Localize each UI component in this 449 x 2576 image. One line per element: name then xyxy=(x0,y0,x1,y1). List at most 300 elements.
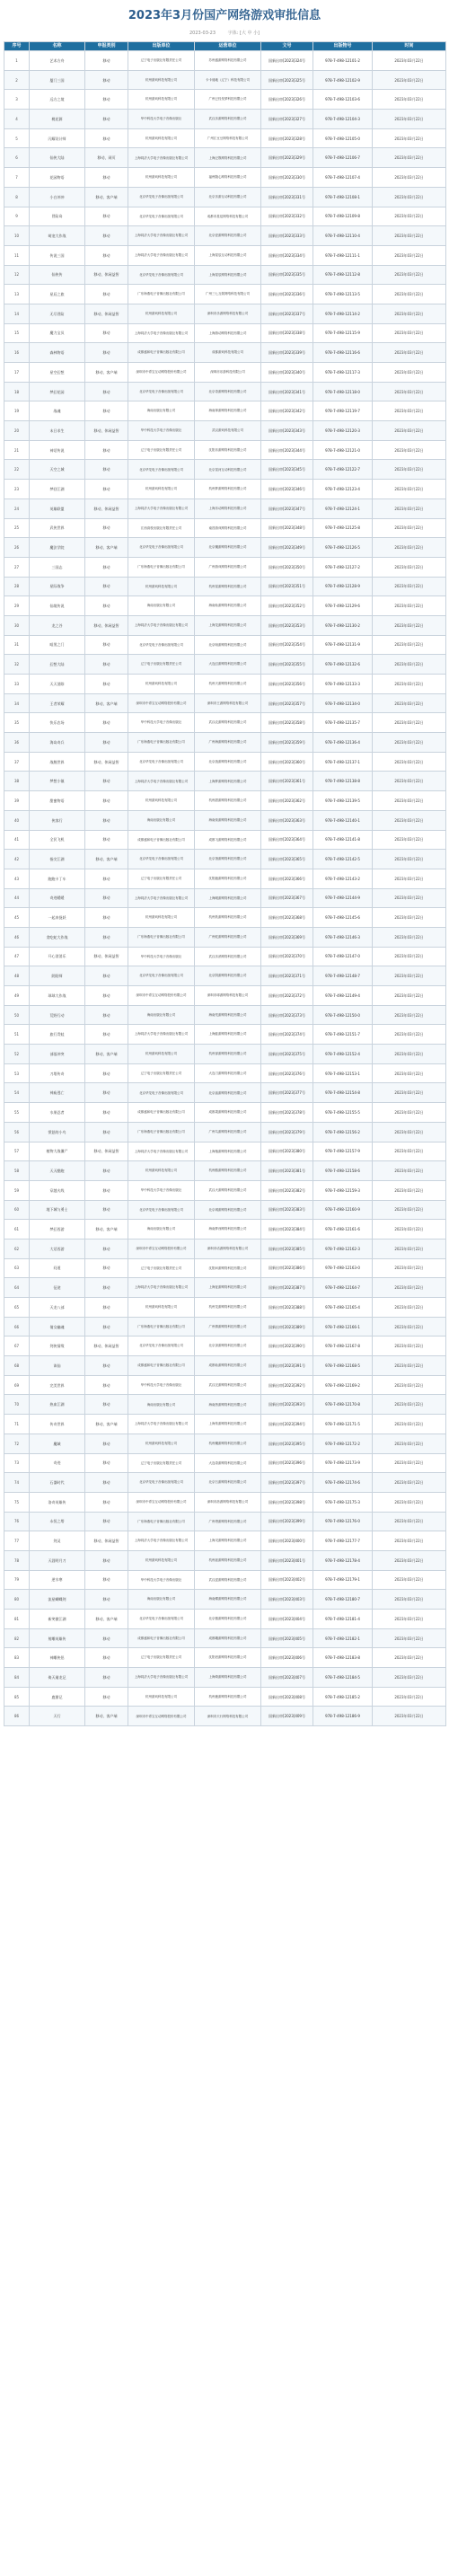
col-isbn-cell: 978-7-498-12116-6 xyxy=(313,343,373,363)
col-category-cell: 移动、休闲益智 xyxy=(85,752,128,772)
col-date-cell: 2023年03月22日 xyxy=(373,1239,446,1258)
col-isbn-cell: 978-7-498-12168-5 xyxy=(313,1356,373,1376)
col-category-cell: 移动 xyxy=(85,1298,128,1318)
col-publisher-cell: 华中科技大学电子音像出版社 xyxy=(128,421,195,441)
table-row xyxy=(4,148,446,168)
col-date-cell: 2023年03月22日 xyxy=(373,1317,446,1337)
col-name-cell: 刀塔传奇 xyxy=(30,1063,85,1083)
col-publisher-cell: 杭州游戏科技有限公司 xyxy=(128,70,195,90)
col-operator-cell: 沈阳乐游网络科技有限公司 xyxy=(195,440,261,460)
col-category-cell: 移动 xyxy=(85,1453,128,1473)
col-name-cell: 植物大战僵尸 xyxy=(30,1142,85,1161)
col-operator-cell: 北京庙游网络科技有限公司 xyxy=(195,1083,261,1103)
table-row xyxy=(4,363,446,383)
col-index-cell: 24 xyxy=(4,498,30,518)
col-name-cell: 甜蜜物语 xyxy=(30,791,85,811)
col-approval-no-cell: 国新出审[2023]406号 xyxy=(261,1648,313,1668)
col-index-cell: 51 xyxy=(4,1025,30,1045)
table-row xyxy=(4,1063,446,1083)
col-name-cell: 仙侠传 xyxy=(30,265,85,285)
col-name-cell: 武侠世界 xyxy=(30,518,85,538)
col-approval-no-cell: 国新出审[2023]371号 xyxy=(261,966,313,986)
col-operator-cell: 上海暖游网络科技有限公司 xyxy=(195,888,261,908)
col-operator-cell: 上海灵游网络科技有限公司 xyxy=(195,1531,261,1551)
col-approval-no-cell: 国新出审[2023]399号 xyxy=(261,1512,313,1531)
col-publisher-cell: 辽宁电子出版社有限责任公司 xyxy=(128,1063,195,1083)
col-operator-cell: 北京城游网络科技有限公司 xyxy=(195,1200,261,1220)
col-approval-no-cell: 国新出审[2023]388号 xyxy=(261,1298,313,1318)
col-approval-no-cell: 国新出审[2023]341号 xyxy=(261,382,313,401)
col-category-cell: 移动 xyxy=(85,1122,128,1142)
table-row xyxy=(4,1298,446,1318)
col-isbn-cell: 978-7-498-12150-0 xyxy=(313,1005,373,1025)
col-isbn-cell: 978-7-498-12128-9 xyxy=(313,577,373,596)
col-name-cell: 永恒之塔 xyxy=(30,1512,85,1531)
col-name-cell: 侠客行 xyxy=(30,810,85,830)
col-index-cell: 2 xyxy=(4,70,30,90)
col-index-cell: 57 xyxy=(4,1142,30,1161)
col-category-cell: 移动 xyxy=(85,1395,128,1415)
col-operator-cell: 沈阳跑游网络科技有限公司 xyxy=(195,869,261,888)
col-isbn-cell: 978-7-498-12178-4 xyxy=(313,1550,373,1570)
col-name-cell: 奇迹 xyxy=(30,1453,85,1473)
col-isbn-cell: 978-7-498-12170-8 xyxy=(313,1395,373,1415)
col-date-cell: 2023年03月22日 xyxy=(373,675,446,694)
col-isbn-cell: 978-7-498-12162-3 xyxy=(313,1239,373,1258)
table-row xyxy=(4,1200,446,1220)
col-name-cell: 穿越火线 xyxy=(30,1180,85,1200)
table-row xyxy=(4,1453,446,1473)
table-row xyxy=(4,1083,446,1103)
col-operator-cell: 广州游戏网络科技有限公司 xyxy=(195,557,261,577)
col-operator-cell: 武汉逆游网络科技有限公司 xyxy=(195,1570,261,1590)
col-isbn-cell: 978-7-498-12114-2 xyxy=(313,304,373,323)
col-isbn-cell: 978-7-498-12112-8 xyxy=(313,265,373,285)
col-category-cell: 移动、客户端 xyxy=(85,1610,128,1629)
col-approval-no-cell: 国新出审[2023]340号 xyxy=(261,363,313,383)
col-category-cell: 移动 xyxy=(85,1473,128,1493)
col-date-cell: 2023年03月22日 xyxy=(373,90,446,110)
col-name-cell: 石器时代 xyxy=(30,1473,85,1493)
col-publisher-cell: 杭州游戏科技有限公司 xyxy=(128,1161,195,1181)
col-approval-no-cell: 国新出审[2023]405号 xyxy=(261,1628,313,1648)
col-date-cell: 2023年03月22日 xyxy=(373,128,446,148)
col-date-cell: 2023年03月22日 xyxy=(373,986,446,1006)
col-isbn-cell: 978-7-498-12169-2 xyxy=(313,1375,373,1395)
col-index-cell: 25 xyxy=(4,518,30,538)
col-index-cell: 81 xyxy=(4,1610,30,1629)
col-publisher-cell: 上海同济大学电子音像出版社有限公司 xyxy=(128,1531,195,1551)
table-row xyxy=(4,1005,446,1025)
col-category-cell: 移动 xyxy=(85,323,128,343)
table-row xyxy=(4,187,446,207)
col-name-cell: 幻想大陆 xyxy=(30,655,85,675)
col-publisher-cell: 华中科技大学电子音像出版社 xyxy=(128,110,195,129)
col-approval-no-cell: 国新出审[2023]370号 xyxy=(261,947,313,966)
col-index-cell: 3 xyxy=(4,90,30,110)
col-category-cell: 移动 xyxy=(85,460,128,480)
col-date-cell: 2023年03月22日 xyxy=(373,869,446,888)
table-row xyxy=(4,1531,446,1551)
col-index-cell: 85 xyxy=(4,1687,30,1707)
col-index-cell: 28 xyxy=(4,577,30,596)
col-isbn-cell: 978-7-498-12183-8 xyxy=(313,1648,373,1668)
col-name-cell: 冒险岛 xyxy=(30,207,85,226)
col-publisher-cell: 成都盛和电子音像出版社有限公司 xyxy=(128,1628,195,1648)
col-publisher-cell: 辽宁电子出版社有限责任公司 xyxy=(128,655,195,675)
col-publisher-cell: 辽宁电子出版社有限责任公司 xyxy=(128,1453,195,1473)
col-operator-cell: 武汉乐消网络科技有限公司 xyxy=(195,947,261,966)
col-name-cell: 传说三国 xyxy=(30,245,85,265)
col-index-header: 序号 xyxy=(4,42,30,51)
col-category-cell: 移动 xyxy=(85,1258,128,1278)
col-date-cell: 2023年03月22日 xyxy=(373,1434,446,1453)
table-row xyxy=(4,1103,446,1123)
col-approval-no-cell: 国新出审[2023]373号 xyxy=(261,1005,313,1025)
col-index-cell: 17 xyxy=(4,363,30,383)
col-category-cell: 移动、客户端 xyxy=(85,1045,128,1064)
col-isbn-cell: 978-7-498-12108-1 xyxy=(313,187,373,207)
col-isbn-cell: 978-7-498-12185-2 xyxy=(313,1687,373,1707)
col-name-cell: 末日求生 xyxy=(30,421,85,441)
table-row xyxy=(4,1278,446,1298)
col-name-cell: 天龙八部 xyxy=(30,1298,85,1318)
col-date-cell: 2023年03月22日 xyxy=(373,382,446,401)
col-isbn-cell: 978-7-498-12129-6 xyxy=(313,596,373,616)
table-row xyxy=(4,1512,446,1531)
col-isbn-cell: 978-7-498-12136-4 xyxy=(313,733,373,753)
col-isbn-cell: 978-7-498-12110-4 xyxy=(313,226,373,246)
col-approval-no-cell: 国新出审[2023]353号 xyxy=(261,615,313,635)
col-isbn-cell: 978-7-498-12134-0 xyxy=(313,693,373,713)
col-approval-no-cell: 国新出审[2023]337号 xyxy=(261,304,313,323)
col-category-cell: 移动 xyxy=(85,635,128,655)
col-isbn-cell: 978-7-498-12115-9 xyxy=(313,323,373,343)
col-category-cell: 移动、休闲益智 xyxy=(85,1531,128,1551)
col-index-cell: 64 xyxy=(4,1278,30,1298)
col-date-cell: 2023年03月22日 xyxy=(373,557,446,577)
col-approval-no-cell: 国新出审[2023]402号 xyxy=(261,1570,313,1590)
col-index-cell: 82 xyxy=(4,1628,30,1648)
col-name-cell: 大话西游 xyxy=(30,1239,85,1258)
table-row xyxy=(4,128,446,148)
col-index-cell: 63 xyxy=(4,1258,30,1278)
table-row xyxy=(4,1668,446,1688)
col-approval-no-cell: 国新出审[2023]369号 xyxy=(261,927,313,947)
col-date-cell: 2023年03月22日 xyxy=(373,1063,446,1083)
col-index-cell: 21 xyxy=(4,440,30,460)
col-isbn-cell: 978-7-498-12175-3 xyxy=(313,1492,373,1512)
col-operator-cell: 成都果游网络科技有限公司 xyxy=(195,1103,261,1123)
col-approval-no-cell: 国新出审[2023]344号 xyxy=(261,440,313,460)
col-approval-no-cell: 国新出审[2023]390号 xyxy=(261,1337,313,1356)
col-index-cell: 83 xyxy=(4,1648,30,1668)
col-approval-no-cell: 国新出审[2023]357号 xyxy=(261,693,313,713)
col-operator-cell: 深圳市天行网络科技有限公司 xyxy=(195,1707,261,1726)
col-index-cell: 31 xyxy=(4,635,30,655)
col-category-cell: 移动、客户端 xyxy=(85,1707,128,1726)
col-isbn-cell: 978-7-498-12117-3 xyxy=(313,363,373,383)
col-publisher-cell: 深圳市中青宝互动网络股份有限公司 xyxy=(128,363,195,383)
col-name-cell: 荒野行动 xyxy=(30,1005,85,1025)
col-index-cell: 45 xyxy=(4,908,30,928)
col-isbn-cell: 978-7-498-12121-0 xyxy=(313,440,373,460)
col-category-cell: 移动 xyxy=(85,207,128,226)
col-isbn-cell: 978-7-498-12164-7 xyxy=(313,1278,373,1298)
col-isbn-cell: 978-7-498-12123-4 xyxy=(313,480,373,499)
col-operator-cell: 杭州星游网络科技有限公司 xyxy=(195,577,261,596)
col-date-cell: 2023年03月22日 xyxy=(373,752,446,772)
col-date-cell: 2023年03月22日 xyxy=(373,343,446,363)
col-isbn-cell: 978-7-498-12145-6 xyxy=(313,908,373,928)
col-category-cell: 移动 xyxy=(85,927,128,947)
col-approval-no-cell: 国新出审[2023]338号 xyxy=(261,323,313,343)
col-operator-cell: 成都飞游网络科技有限公司 xyxy=(195,830,261,850)
table-row xyxy=(4,1045,446,1064)
col-operator-cell: 上海星辰网络科技有限公司 xyxy=(195,265,261,285)
col-operator-cell: 沈阳问游网络科技有限公司 xyxy=(195,1258,261,1278)
col-date-cell: 2023年03月22日 xyxy=(373,713,446,733)
table-row xyxy=(4,480,446,499)
col-approval-no-cell: 国新出审[2023]407号 xyxy=(261,1668,313,1688)
table-row xyxy=(4,1590,446,1610)
col-name-cell: 花园物语 xyxy=(30,168,85,188)
col-date-cell: 2023年03月22日 xyxy=(373,1668,446,1688)
col-operator-cell: 上海倚游网络科技有限公司 xyxy=(195,1668,261,1688)
col-approval-no-cell: 国新出审[2023]364号 xyxy=(261,830,313,850)
col-index-cell: 60 xyxy=(4,1200,30,1220)
col-name-cell: 地下城与勇士 xyxy=(30,1200,85,1220)
col-publisher-cell: 海南出版社有限公司 xyxy=(128,1590,195,1610)
col-name-cell: 愤怒的小鸟 xyxy=(30,1122,85,1142)
table-row xyxy=(4,966,446,986)
col-index-cell: 1 xyxy=(4,51,30,71)
col-operator-cell: 北京奇游网络科技有限公司 xyxy=(195,382,261,401)
table-row xyxy=(4,1161,446,1181)
col-approval-no-cell: 国新出审[2023]360号 xyxy=(261,752,313,772)
col-date-cell: 2023年03月22日 xyxy=(373,927,446,947)
col-operator-cell: 沈阳侣游网络科技有限公司 xyxy=(195,1648,261,1668)
col-isbn-cell: 978-7-498-12171-5 xyxy=(313,1415,373,1434)
col-operator-cell: 广州蛇游网络科技有限公司 xyxy=(195,927,261,947)
col-approval-no-cell: 国新出审[2023]404号 xyxy=(261,1610,313,1629)
col-index-cell: 12 xyxy=(4,265,30,285)
table-row xyxy=(4,304,446,323)
col-name-cell: 传奇世界 xyxy=(30,1415,85,1434)
col-name-cell: 梦回江湖 xyxy=(30,480,85,499)
col-name-cell: 厦门三国 xyxy=(30,70,85,90)
col-index-cell: 53 xyxy=(4,1063,30,1083)
col-isbn-cell: 978-7-498-12146-3 xyxy=(313,927,373,947)
col-name-cell: 魔力宝贝 xyxy=(30,323,85,343)
col-index-cell: 46 xyxy=(4,927,30,947)
col-publisher-cell: 杭州游戏科技有限公司 xyxy=(128,1550,195,1570)
col-category-cell: 移动、客户端 xyxy=(85,363,128,383)
col-publisher-cell: 北京华龙电子音像出版有限公司 xyxy=(128,207,195,226)
col-category-cell: 移动 xyxy=(85,1005,128,1025)
col-name-cell: 倩女幽魂 xyxy=(30,1317,85,1337)
col-category-cell: 移动 xyxy=(85,1356,128,1376)
col-isbn-cell: 978-7-498-12106-7 xyxy=(313,148,373,168)
col-isbn-cell: 978-7-498-12165-4 xyxy=(313,1298,373,1318)
col-approval-no-cell: 国新出审[2023]368号 xyxy=(261,908,313,928)
col-name-cell: 逆水寒 xyxy=(30,1570,85,1590)
col-date-cell: 2023年03月22日 xyxy=(373,1473,446,1493)
col-name-cell: 全民飞机 xyxy=(30,830,85,850)
col-operator-cell: 深圳市话游网络科技有限公司 xyxy=(195,1239,261,1258)
col-operator-cell: 苏州盛游网络科技有限公司 xyxy=(195,51,261,71)
col-date-cell: 2023年03月22日 xyxy=(373,421,446,441)
col-publisher-cell: 上海同济大学电子音像出版社有限公司 xyxy=(128,1668,195,1688)
font-size-selector[interactable]: 字体: [大 中 小] xyxy=(227,31,260,36)
col-name-cell: 三国志 xyxy=(30,557,85,577)
col-approval-no-cell: 国新出审[2023]397号 xyxy=(261,1473,313,1493)
col-date-cell: 2023年03月22日 xyxy=(373,187,446,207)
col-category-cell: 移动、休闲益智 xyxy=(85,1337,128,1356)
col-date-cell: 2023年03月22日 xyxy=(373,1570,446,1590)
col-date-cell: 2023年03月22日 xyxy=(373,966,446,986)
col-approval-no-cell: 国新出审[2023]327号 xyxy=(261,110,313,129)
col-date-cell: 2023年03月22日 xyxy=(373,1531,446,1551)
col-approval-no-cell: 国新出审[2023]330号 xyxy=(261,168,313,188)
col-index-cell: 61 xyxy=(4,1220,30,1239)
col-date-cell: 2023年03月22日 xyxy=(373,285,446,304)
col-publisher-cell: 海南出版社有限公司 xyxy=(128,1005,195,1025)
col-index-cell: 70 xyxy=(4,1395,30,1415)
col-approval-no-cell: 国新出审[2023]342号 xyxy=(261,401,313,421)
col-index-cell: 38 xyxy=(4,772,30,791)
col-publisher-cell: 北京华龙电子音像出版有限公司 xyxy=(128,635,195,655)
col-isbn-cell: 978-7-498-12107-4 xyxy=(313,168,373,188)
col-approval-no-cell: 国新出审[2023]355号 xyxy=(261,655,313,675)
col-date-cell: 2023年03月22日 xyxy=(373,265,446,285)
table-row xyxy=(4,1395,446,1415)
col-publisher-cell: 上海同济大学电子音像出版社有限公司 xyxy=(128,615,195,635)
col-operator-cell: 上海游动网络科技有限公司 xyxy=(195,323,261,343)
col-date-cell: 2023年03月22日 xyxy=(373,498,446,518)
col-index-cell: 69 xyxy=(4,1375,30,1395)
col-category-cell: 移动、休闲益智 xyxy=(85,304,128,323)
col-isbn-cell: 978-7-498-12177-7 xyxy=(313,1531,373,1551)
col-date-cell: 2023年03月22日 xyxy=(373,1103,446,1123)
col-name-cell: 流星蝴蝶剑 xyxy=(30,1590,85,1610)
col-date-cell: 2023年03月22日 xyxy=(373,1258,446,1278)
col-index-cell: 59 xyxy=(4,1180,30,1200)
table-row xyxy=(4,1025,446,1045)
col-index-cell: 19 xyxy=(4,401,30,421)
table-row xyxy=(4,791,446,811)
col-operator-cell: 深圳市王游网络科技有限公司 xyxy=(195,693,261,713)
col-approval-no-cell: 国新出审[2023]352号 xyxy=(261,596,313,616)
col-name-cell: 剑灵 xyxy=(30,1531,85,1551)
col-operator-cell: 武汉乐游网络科技有限公司 xyxy=(195,110,261,129)
col-operator-cell: 武汉完游网络科技有限公司 xyxy=(195,1375,261,1395)
col-date-cell: 2023年03月22日 xyxy=(373,401,446,421)
col-approval-no-cell: 国新出审[2023]391号 xyxy=(261,1356,313,1376)
col-date-cell: 2023年03月22日 xyxy=(373,1142,446,1161)
table-row xyxy=(4,1473,446,1493)
table-row xyxy=(4,285,446,304)
col-publisher-cell: 广东海燕电子音像出版社有限公司 xyxy=(128,1512,195,1531)
col-approval-no-cell: 国新出审[2023]359号 xyxy=(261,733,313,753)
col-date-cell: 2023年03月22日 xyxy=(373,733,446,753)
col-operator-cell: 广州倩游网络科技有限公司 xyxy=(195,1317,261,1337)
col-name-cell: 一起来捉妖 xyxy=(30,908,85,928)
table-row xyxy=(4,538,446,558)
col-publisher-cell: 广东海燕电子音像出版社有限公司 xyxy=(128,285,195,304)
col-date-cell: 2023年03月22日 xyxy=(373,1415,446,1434)
col-category-cell: 移动 xyxy=(85,440,128,460)
col-date-cell: 2023年03月22日 xyxy=(373,1180,446,1200)
table-row xyxy=(4,51,446,71)
table-row xyxy=(4,70,446,90)
col-publisher-cell: 成都盛和电子音像出版社有限公司 xyxy=(128,1103,195,1123)
col-approval-no-cell: 国新出审[2023]409号 xyxy=(261,1707,313,1726)
col-isbn-cell: 978-7-498-12131-9 xyxy=(313,635,373,655)
col-operator-cell: 北京星河互动科技有限公司 xyxy=(195,460,261,480)
col-name-cell: 龙之谷 xyxy=(30,615,85,635)
col-name-cell: 星辰之旅 xyxy=(30,285,85,304)
col-isbn-cell: 978-7-498-12161-6 xyxy=(313,1220,373,1239)
col-name-cell: 星空幻想 xyxy=(30,363,85,383)
col-index-cell: 40 xyxy=(4,810,30,830)
col-operator-cell: 武汉农游网络科技有限公司 xyxy=(195,713,261,733)
table-row xyxy=(4,323,446,343)
col-operator-cell: 杭州魔游网络科技有限公司 xyxy=(195,1434,261,1453)
col-index-cell: 47 xyxy=(4,947,30,966)
col-name-cell: 阴阳师 xyxy=(30,966,85,986)
col-isbn-cell: 978-7-498-12182-1 xyxy=(313,1628,373,1648)
col-category-cell: 移动 xyxy=(85,90,128,110)
col-category-cell: 移动、休闲益智 xyxy=(85,265,128,285)
col-operator-cell: 深圳市球游网络科技有限公司 xyxy=(195,986,261,1006)
col-name-cell: 王者荣耀 xyxy=(30,693,85,713)
table-row xyxy=(4,1570,446,1590)
col-name-cell: 战舰世界 xyxy=(30,752,85,772)
col-category-cell: 移动 xyxy=(85,1648,128,1668)
col-date-cell: 2023年03月22日 xyxy=(373,1025,446,1045)
table-row xyxy=(4,927,446,947)
col-name-cell: 小白冲冲 xyxy=(30,187,85,207)
col-date-cell: 2023年03月22日 xyxy=(373,538,446,558)
col-category-cell: 移动 xyxy=(85,1512,128,1531)
col-isbn-cell: 978-7-498-12101-2 xyxy=(313,51,373,71)
col-isbn-cell: 978-7-498-12156-2 xyxy=(313,1122,373,1142)
col-date-cell: 2023年03月22日 xyxy=(373,70,446,90)
col-name-cell: 闪耀设计师 xyxy=(30,128,85,148)
col-date-cell: 2023年03月22日 xyxy=(373,1687,446,1707)
col-name-cell: 旅行青蛙 xyxy=(30,1025,85,1045)
col-date-cell: 2023年03月22日 xyxy=(373,363,446,383)
col-operator-cell: 海南热游网络科技有限公司 xyxy=(195,1395,261,1415)
col-index-cell: 71 xyxy=(4,1415,30,1434)
col-category-cell: 移动 xyxy=(85,1687,128,1707)
col-index-cell: 33 xyxy=(4,675,30,694)
col-category-cell: 移动、客户端 xyxy=(85,693,128,713)
col-operator-cell: 杭州妖游网络科技有限公司 xyxy=(195,908,261,928)
col-publisher-cell: 辽宁电子出版社有限责任公司 xyxy=(128,1648,195,1668)
col-category-cell: 移动 xyxy=(85,713,128,733)
col-index-cell: 6 xyxy=(4,148,30,168)
col-date-cell: 2023年03月22日 xyxy=(373,772,446,791)
table-row xyxy=(4,1239,446,1258)
col-name-cell: 天涯明月刀 xyxy=(30,1550,85,1570)
col-index-cell: 20 xyxy=(4,421,30,441)
col-approval-no-cell: 国新出审[2023]377号 xyxy=(261,1083,313,1103)
col-index-cell: 29 xyxy=(4,596,30,616)
col-index-cell: 32 xyxy=(4,655,30,675)
col-operator-cell: 海南蝶游网络科技有限公司 xyxy=(195,1590,261,1610)
